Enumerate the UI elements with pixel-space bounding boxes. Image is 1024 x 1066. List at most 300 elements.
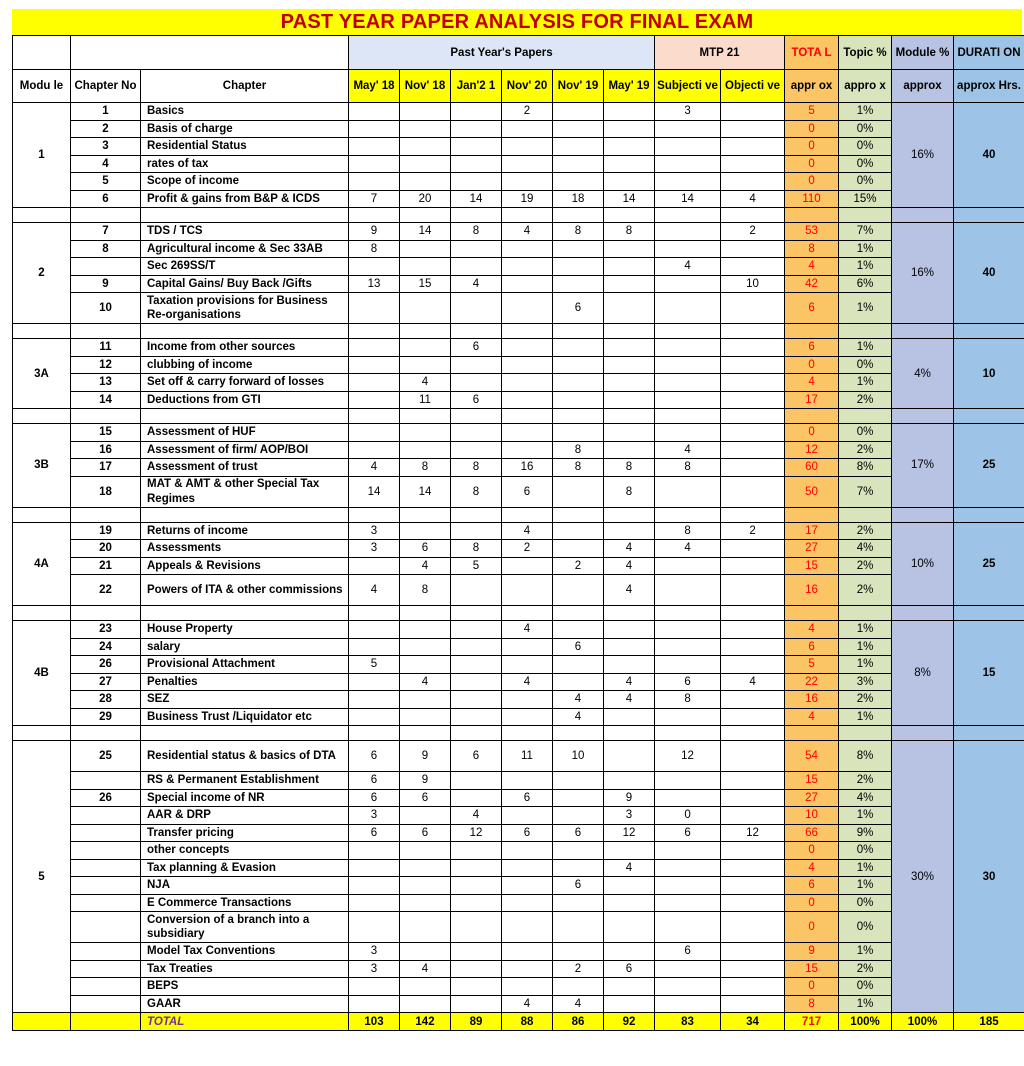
paper-value [604, 356, 655, 374]
topic-pct: 2% [839, 772, 892, 790]
chapter-name: Appeals & Revisions [141, 557, 349, 575]
paper-value: 4 [451, 275, 502, 293]
table-row [13, 978, 1024, 996]
paper-value [349, 441, 400, 459]
paper-value: 6 [400, 540, 451, 558]
paper-value [502, 339, 553, 357]
chapter-name: Taxation provisions for Business Re-organisations [141, 293, 349, 324]
paper-value: 8 [451, 476, 502, 507]
topic-pct: 6% [839, 275, 892, 293]
paper-value: 10 [553, 741, 604, 772]
paper-value [655, 391, 721, 409]
topic-pct: 1% [839, 374, 892, 392]
paper-value [655, 293, 721, 324]
chapter-no: 6 [71, 190, 141, 208]
paper-value [502, 842, 553, 860]
paper-value [451, 708, 502, 726]
total-value: 54 [785, 741, 839, 772]
paper-value [604, 621, 655, 639]
paper-value: 6 [400, 824, 451, 842]
total-value: 4 [785, 621, 839, 639]
paper-value [655, 120, 721, 138]
paper-value [721, 575, 785, 606]
paper-value [604, 708, 655, 726]
paper-value [451, 691, 502, 709]
paper-value [655, 138, 721, 156]
paper-value [400, 943, 451, 961]
module-id: 3B [13, 424, 71, 508]
total-module-pct: 100% [892, 1013, 954, 1031]
module-duration: 40 [954, 223, 1024, 324]
paper-value [451, 374, 502, 392]
paper-value [451, 155, 502, 173]
total-value: 16 [785, 575, 839, 606]
paper-value: 4 [721, 673, 785, 691]
total-paper-value: 89 [451, 1013, 502, 1031]
paper-value [655, 960, 721, 978]
paper-value: 8 [349, 240, 400, 258]
paper-value [604, 240, 655, 258]
paper-value: 2 [502, 540, 553, 558]
paper-value [721, 557, 785, 575]
spacer-cell [71, 507, 141, 522]
spacer-cell [604, 726, 655, 741]
paper-value [655, 356, 721, 374]
total-value: 0 [785, 173, 839, 191]
chapter-no: 28 [71, 691, 141, 709]
paper-value [502, 258, 553, 276]
paper-value [655, 638, 721, 656]
topic-pct: 2% [839, 522, 892, 540]
paper-value: 2 [721, 223, 785, 241]
spacer-cell [785, 606, 839, 621]
col-header: Objecti ve [721, 70, 785, 103]
paper-value [553, 894, 604, 912]
spacer-cell [451, 208, 502, 223]
total-value: 110 [785, 190, 839, 208]
spacer-cell [553, 726, 604, 741]
paper-value [502, 138, 553, 156]
paper-value: 4 [655, 258, 721, 276]
module-id: 1 [13, 103, 71, 208]
spacer-cell [141, 409, 349, 424]
paper-value [349, 293, 400, 324]
topic-pct: 2% [839, 960, 892, 978]
paper-value: 4 [400, 673, 451, 691]
total-value: 6 [785, 638, 839, 656]
paper-value [553, 540, 604, 558]
chapter-no: 16 [71, 441, 141, 459]
paper-value [655, 708, 721, 726]
paper-value [400, 173, 451, 191]
paper-value [721, 293, 785, 324]
paper-value: 9 [604, 789, 655, 807]
paper-value: 3 [349, 807, 400, 825]
spacer-cell [655, 726, 721, 741]
module-pct: 17% [892, 424, 954, 508]
paper-value: 6 [349, 741, 400, 772]
chapter-name: Deductions from GTI [141, 391, 349, 409]
paper-value [655, 173, 721, 191]
paper-value: 15 [400, 275, 451, 293]
total-value: 0 [785, 120, 839, 138]
paper-value [721, 772, 785, 790]
chapter-name: Model Tax Conventions [141, 943, 349, 961]
chapter-name: Penalties [141, 673, 349, 691]
paper-value [721, 339, 785, 357]
paper-value: 19 [502, 190, 553, 208]
paper-value: 6 [655, 673, 721, 691]
col-header: Jan'2 1 [451, 70, 502, 103]
paper-value [349, 391, 400, 409]
past-papers-header: Past Year's Papers [349, 36, 655, 70]
chapter-name: House Property [141, 621, 349, 639]
paper-value [400, 441, 451, 459]
chapter-name: Assessment of trust [141, 459, 349, 477]
chapter-no: 8 [71, 240, 141, 258]
paper-value [349, 103, 400, 121]
table-row [13, 638, 1024, 656]
module-id: 4B [13, 621, 71, 726]
paper-value [721, 978, 785, 996]
paper-value [553, 424, 604, 442]
spacer-row [13, 606, 1024, 621]
topic-pct: 8% [839, 741, 892, 772]
topic-pct: 0% [839, 120, 892, 138]
chapter-name: Sec 269SS/T [141, 258, 349, 276]
total-value: 50 [785, 476, 839, 507]
paper-value [502, 293, 553, 324]
chapter-name: Assessment of HUF [141, 424, 349, 442]
spacer-cell [553, 409, 604, 424]
col-header: May' 18 [349, 70, 400, 103]
paper-value [721, 424, 785, 442]
table-row [13, 824, 1024, 842]
paper-value [553, 656, 604, 674]
spacer-cell [954, 606, 1024, 621]
paper-value [604, 155, 655, 173]
table-row [13, 258, 1024, 276]
total-value: 6 [785, 293, 839, 324]
spacer-cell [502, 208, 553, 223]
chapter-no: 21 [71, 557, 141, 575]
table-row [13, 190, 1024, 208]
chapter-no [71, 807, 141, 825]
module-pct: 4% [892, 339, 954, 409]
paper-value: 6 [502, 789, 553, 807]
table-row [13, 859, 1024, 877]
spacer-cell [13, 726, 71, 741]
chapter-no: 26 [71, 656, 141, 674]
table-row [13, 741, 1024, 772]
paper-value [721, 258, 785, 276]
spacer-cell [553, 324, 604, 339]
total-value: 15 [785, 557, 839, 575]
paper-value: 8 [400, 459, 451, 477]
paper-value [655, 656, 721, 674]
total-value: 17 [785, 522, 839, 540]
paper-value: 4 [604, 540, 655, 558]
total-value: 5 [785, 656, 839, 674]
paper-value [655, 894, 721, 912]
topic-pct: 0% [839, 842, 892, 860]
paper-value [721, 540, 785, 558]
topic-pct: 2% [839, 441, 892, 459]
topic-pct: 15% [839, 190, 892, 208]
paper-value: 2 [502, 103, 553, 121]
header-row-1 [13, 36, 1024, 70]
spacer-cell [502, 606, 553, 621]
paper-value: 4 [451, 807, 502, 825]
spacer-cell [785, 507, 839, 522]
paper-value [604, 275, 655, 293]
spacer-cell [892, 507, 954, 522]
paper-value: 3 [349, 540, 400, 558]
paper-value [721, 943, 785, 961]
spacer-cell [839, 324, 892, 339]
chapter-name: Conversion of a branch into a subsidiary [141, 912, 349, 943]
paper-value [451, 424, 502, 442]
spacer-cell [954, 507, 1024, 522]
spacer-cell [451, 409, 502, 424]
paper-value: 10 [721, 275, 785, 293]
chapter-no: 5 [71, 173, 141, 191]
total-value: 15 [785, 960, 839, 978]
total-value: 27 [785, 789, 839, 807]
total-label: TOTAL [141, 1013, 349, 1031]
spacer-cell [954, 726, 1024, 741]
paper-value [400, 293, 451, 324]
chapter-name: Business Trust /Liquidator etc [141, 708, 349, 726]
table-row [13, 877, 1024, 895]
spacer-cell [451, 324, 502, 339]
paper-value: 7 [349, 190, 400, 208]
paper-value [655, 912, 721, 943]
paper-value [553, 859, 604, 877]
paper-value [721, 391, 785, 409]
paper-value: 4 [502, 673, 553, 691]
duration-header: DURATI ON [954, 36, 1024, 70]
paper-value [655, 275, 721, 293]
spacer-cell [502, 726, 553, 741]
paper-value: 8 [451, 459, 502, 477]
total-value: 9 [785, 943, 839, 961]
total-paper-value: 86 [553, 1013, 604, 1031]
spacer-cell [451, 507, 502, 522]
chapter-name: Powers of ITA & other commissions [141, 575, 349, 606]
paper-value: 4 [604, 557, 655, 575]
total-paper-value: 34 [721, 1013, 785, 1031]
spacer-cell [721, 208, 785, 223]
paper-value: 8 [553, 441, 604, 459]
paper-value [349, 138, 400, 156]
paper-value [400, 978, 451, 996]
spacer-cell [71, 208, 141, 223]
paper-value [349, 424, 400, 442]
total-value: 4 [785, 708, 839, 726]
spacer-row [13, 726, 1024, 741]
paper-value [604, 912, 655, 943]
table-row [13, 103, 1024, 121]
paper-value: 12 [604, 824, 655, 842]
approx-module-header: approx [892, 70, 954, 103]
spacer-cell [502, 324, 553, 339]
topic-pct: 2% [839, 575, 892, 606]
paper-value [349, 995, 400, 1013]
paper-value [604, 258, 655, 276]
paper-value [655, 424, 721, 442]
paper-value [721, 240, 785, 258]
paper-value: 6 [604, 960, 655, 978]
total-paper-value: 83 [655, 1013, 721, 1031]
paper-value [400, 995, 451, 1013]
paper-value: 6 [553, 638, 604, 656]
paper-value [655, 877, 721, 895]
spacer-cell [13, 208, 71, 223]
paper-value: 4 [553, 708, 604, 726]
spacer-cell [655, 507, 721, 522]
paper-value [349, 877, 400, 895]
table-row [13, 424, 1024, 442]
paper-value [553, 138, 604, 156]
chapter-no: 24 [71, 638, 141, 656]
paper-value [349, 155, 400, 173]
paper-value: 14 [400, 223, 451, 241]
chapter-name: Residential Status [141, 138, 349, 156]
paper-value [502, 894, 553, 912]
spacer-cell [451, 606, 502, 621]
spacer-cell [349, 409, 400, 424]
spacer-cell [400, 208, 451, 223]
paper-value [349, 339, 400, 357]
spacer-cell [71, 409, 141, 424]
paper-value [400, 638, 451, 656]
paper-value [400, 807, 451, 825]
chapter-name: Assessments [141, 540, 349, 558]
chapter-no: 29 [71, 708, 141, 726]
spacer-cell [604, 409, 655, 424]
grand-total: 717 [785, 1013, 839, 1031]
topic-pct: 0% [839, 356, 892, 374]
spacer-cell [785, 208, 839, 223]
chapter-no: 26 [71, 789, 141, 807]
paper-value: 5 [349, 656, 400, 674]
paper-value: 14 [655, 190, 721, 208]
paper-value [721, 912, 785, 943]
paper-value [553, 772, 604, 790]
paper-value [502, 638, 553, 656]
paper-value [400, 894, 451, 912]
page-title: PAST YEAR PAPER ANALYSIS FOR FINAL EXAM [12, 9, 1022, 35]
paper-value [502, 691, 553, 709]
paper-value [655, 240, 721, 258]
paper-value [553, 258, 604, 276]
topic-pct: 0% [839, 424, 892, 442]
table-row [13, 621, 1024, 639]
paper-value [502, 877, 553, 895]
table-row [13, 339, 1024, 357]
spacer-cell [400, 726, 451, 741]
chapter-name: E Commerce Transactions [141, 894, 349, 912]
paper-value [604, 943, 655, 961]
paper-value: 4 [502, 621, 553, 639]
chapter-no: 23 [71, 621, 141, 639]
paper-value [604, 995, 655, 1013]
chapter-name: Agricultural income & Sec 33AB [141, 240, 349, 258]
total-paper-value: 142 [400, 1013, 451, 1031]
paper-value: 14 [349, 476, 400, 507]
paper-value [349, 691, 400, 709]
module-duration: 30 [954, 741, 1024, 1013]
chapter-no: 13 [71, 374, 141, 392]
paper-value [721, 859, 785, 877]
spacer-cell [785, 409, 839, 424]
paper-value [451, 995, 502, 1013]
chapter-name: RS & Permanent Establishment [141, 772, 349, 790]
spacer-cell [400, 324, 451, 339]
paper-value: 9 [349, 223, 400, 241]
spacer-cell [604, 208, 655, 223]
spacer-cell [655, 208, 721, 223]
total-value: 0 [785, 894, 839, 912]
spacer-cell [141, 208, 349, 223]
paper-value [502, 557, 553, 575]
paper-value [502, 978, 553, 996]
paper-value: 6 [349, 772, 400, 790]
paper-value [451, 789, 502, 807]
paper-value: 8 [451, 540, 502, 558]
paper-value [721, 708, 785, 726]
chapter-no [71, 842, 141, 860]
topic-pct: 1% [839, 995, 892, 1013]
paper-value [553, 575, 604, 606]
spacer-cell [785, 324, 839, 339]
paper-value [502, 859, 553, 877]
paper-value: 6 [553, 877, 604, 895]
spacer-cell [13, 409, 71, 424]
paper-value [655, 223, 721, 241]
module-pct: 10% [892, 522, 954, 606]
spacer-cell [839, 726, 892, 741]
paper-value [451, 877, 502, 895]
paper-value: 6 [553, 824, 604, 842]
paper-value [349, 356, 400, 374]
total-value: 0 [785, 138, 839, 156]
paper-value [604, 138, 655, 156]
table-row [13, 995, 1024, 1013]
paper-value: 3 [349, 960, 400, 978]
col-header: May' 19 [604, 70, 655, 103]
approx-hrs-header: approx Hrs. [954, 70, 1024, 103]
paper-value: 20 [400, 190, 451, 208]
paper-value [721, 476, 785, 507]
paper-value: 8 [400, 575, 451, 606]
spacer-cell [400, 409, 451, 424]
paper-value [502, 807, 553, 825]
chapter-name: Basis of charge [141, 120, 349, 138]
spacer-cell [655, 606, 721, 621]
paper-value [721, 894, 785, 912]
spacer-cell [553, 507, 604, 522]
chapter-no: 17 [71, 459, 141, 477]
table-row [13, 575, 1024, 606]
analysis-table [12, 35, 1024, 1031]
paper-value [502, 173, 553, 191]
chapter-name: Tax planning & Evasion [141, 859, 349, 877]
paper-value [553, 943, 604, 961]
chapter-name: Transfer pricing [141, 824, 349, 842]
chapter-no: 4 [71, 155, 141, 173]
